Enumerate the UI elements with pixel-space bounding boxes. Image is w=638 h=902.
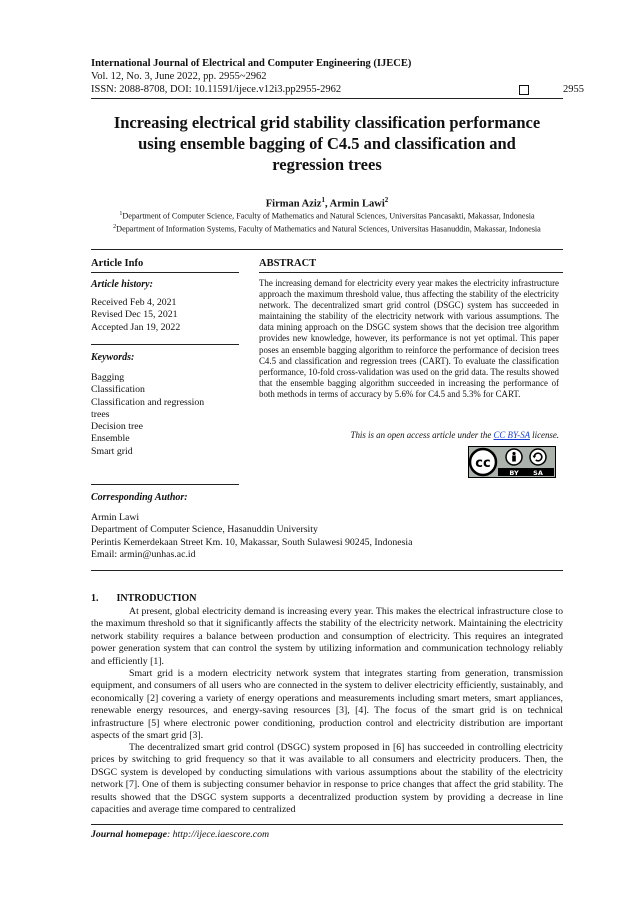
keyword: Decision tree — [91, 421, 143, 433]
abstract-heading: ABSTRACT — [259, 258, 317, 269]
affiliations — [91, 209, 563, 235]
oa-suffix: license. — [529, 430, 559, 440]
body-paragraph: The decentralized smart grid control (DSGC) system proposed in [6] has succeeded in controlling electricity prices by switching to grid frequency so that it was available to all consumers and electricity producers. Then, the DSGC system is developed by conducting simulations with various assumptions about the stability of the electricity network [7]. One of them is subjecting consumer behavior in response to price changes that affect the grid stability. The results showed that the DSGC system supports a decentralized production system by providing a decrease in line capacities and average time compared to centralized — [91, 742, 563, 816]
info-top-rule — [91, 249, 563, 250]
corresponding-address: Perintis Kemerdekaan Street Km. 10, Makassar, South Sulawesi 90245, Indonesia — [91, 536, 413, 548]
cc-by-sa-link[interactable]: CC BY-SA — [493, 430, 530, 440]
author-affil-sup: 1 — [321, 196, 325, 204]
section-heading — [91, 593, 197, 604]
paper-title — [91, 112, 563, 175]
journal-volume: Vol. 12, No. 3, June 2022, pp. 2955~2962 — [91, 71, 267, 82]
section-title: INTRODUCTION — [116, 593, 197, 604]
keyword: Classification — [91, 384, 145, 396]
keyword: Smart grid — [91, 445, 133, 457]
corresponding-details — [91, 512, 563, 561]
author-name: Firman Aziz — [265, 198, 322, 210]
corresponding-email: Email: armin@unhas.ac.id — [91, 548, 196, 560]
affiliation-sup: 2 — [113, 224, 117, 231]
header-rule — [91, 98, 563, 99]
keywords-heading: Keywords: — [91, 352, 135, 363]
author-name: Armin Lawi — [329, 198, 385, 210]
title-line: regression trees — [272, 155, 382, 174]
corresponding-heading: Corresponding Author: — [91, 492, 188, 503]
corresponding-dept: Department of Computer Science, Hasanuddin University — [91, 524, 318, 536]
cc-badge-icon — [468, 446, 556, 478]
footer-rule — [91, 824, 563, 825]
affiliation — [91, 222, 563, 235]
corresponding-name: Armin Lawi — [91, 512, 140, 523]
received-date: Received Feb 4, 2021 — [91, 297, 177, 308]
author-list — [91, 196, 563, 210]
cc-by-sa-badge[interactable] — [468, 446, 556, 478]
oa-prefix: This is an open access article under the — [350, 430, 494, 440]
cc-sa-label: SA — [533, 469, 543, 478]
article-history-heading: Article history: — [91, 279, 153, 290]
info-bottom-rule — [91, 570, 563, 571]
section-number: 1. — [91, 593, 99, 604]
svg-text:cc: cc — [475, 456, 491, 471]
journal-issn-doi: ISSN: 2088-8708, DOI: 10.11591/ijece.v12i3.pp2955-2962 — [91, 84, 342, 95]
journal-name: International Journal of Electrical and Computer Engineering (IJECE) — [91, 58, 412, 69]
history-rule — [91, 344, 239, 345]
affiliation-sup: 1 — [119, 211, 123, 217]
corresponding-rule — [91, 484, 239, 485]
journal-homepage — [91, 829, 269, 840]
affiliation — [91, 209, 563, 222]
keyword: Bagging — [91, 372, 125, 383]
keyword: Ensemble — [91, 433, 130, 445]
author-separator: , — [324, 198, 330, 210]
affiliation-text: Department of Information Systems, Faculty of Mathematics and Natural Sciences, Universitas Hasanuddin, Makassar, Indonesia — [116, 224, 541, 234]
abstract-text: The increasing demand for electricity every year makes the electricity infrastructure approach the maximum threshold value, thus affecting the stability of the electricity network. The decentralized smart grid control (DSGC) system has succeeded in maintaining the stability of the electricity network with various assumptions. The data mining approach on the DSGC system shows that the decision tree algorithm provides new knowledge, however, its performance is not yet optimal. This paper poses an ensemble bagging algorithm to reinforce the performance of decision trees C4.5 and classification and regression trees (CART). To evaluate the classification performance, 10-fold cross-validation was used on the grid data. The results showed that the ensemble bagging algorithm succeeded in increasing the performance of both methods in terms of accuracy by 5.6% for C4.5 and 5.3% for CART. — [259, 278, 559, 399]
homepage-url[interactable]: : http://ijece.iaescore.com — [166, 829, 270, 840]
open-access-note — [259, 430, 559, 440]
article-info-heading: Article Info — [91, 258, 144, 269]
page-number: 2955 — [563, 84, 584, 95]
title-line: Increasing electrical grid stability classification performance — [113, 113, 541, 132]
affiliation-text: Department of Computer Science, Faculty of Mathematics and Natural Sciences, Universitas Pancasakti, Makassar, Indonesia — [122, 211, 535, 221]
accepted-date: Accepted Jan 19, 2022 — [91, 321, 181, 333]
page-number-block — [519, 84, 584, 95]
checkbox-square-icon — [519, 85, 529, 95]
keyword: trees — [91, 408, 110, 420]
abstract-heading-rule — [259, 272, 563, 273]
body-paragraph: At present, global electricity demand is increasing every year. This makes the electrical infrastructure close to the maximum threshold so that it significantly affects the stability of the electricity network. Maintaining the electricity network stability requires a balance between production and consumption of electricity. This requires an integrated power generation system that can control the system by utilizing information and communication technology reliably and efficiently [1]. — [91, 606, 563, 667]
title-line: using ensemble bagging of C4.5 and classification and — [138, 134, 516, 153]
homepage-label: Journal homepage — [91, 829, 167, 840]
info-heading-rule — [91, 272, 239, 273]
article-history — [91, 297, 241, 334]
revised-date: Revised Dec 15, 2021 — [91, 309, 178, 321]
keyword: Classification and regression — [91, 396, 205, 408]
body-paragraph: Smart grid is a modern electricity network system that integrates starting from generation, transmission equipment, and consumers of all users who are connected in the system to deliver electricity efficiently, sustainably, and economically [2] covering a variety of energy operations and measurements including smart meters, smart appliances, renewable energy resources, and energy-saving resources [3], [4]. The focus of the smart grid is on technical infrastructure [5] where electronic power conditioning, production control and electricity distribution are important aspects of the smart grid [3]. — [91, 668, 563, 742]
author-affil-sup: 2 — [384, 196, 389, 204]
cc-by-label: BY — [509, 469, 519, 478]
keyword-list — [91, 372, 241, 458]
